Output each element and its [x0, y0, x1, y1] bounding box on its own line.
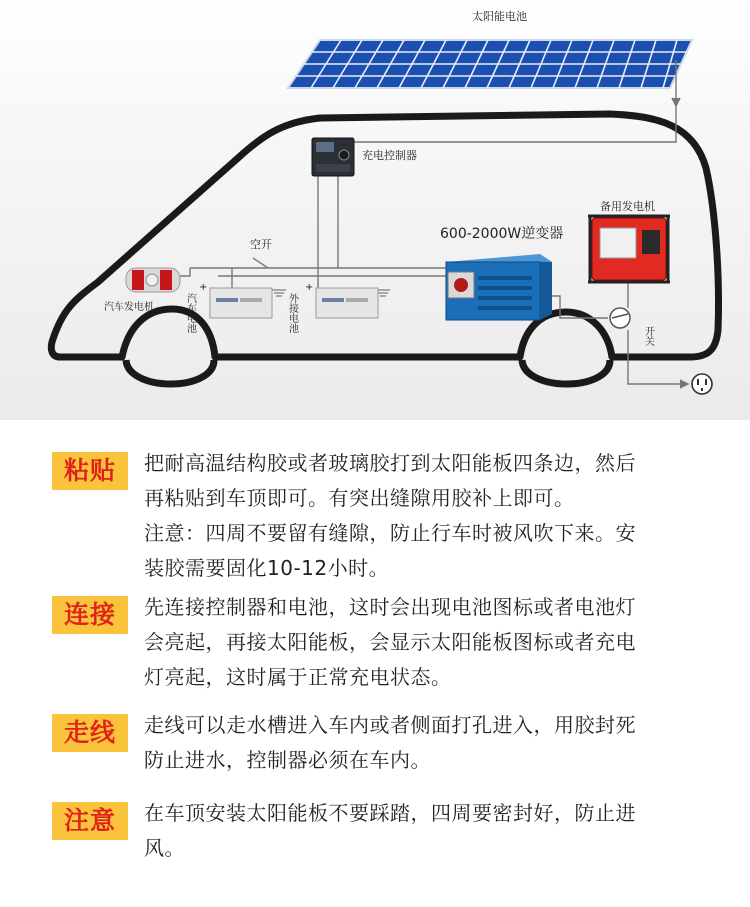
section-line: 注意：四周不要留有缝隙，防止行车时被风吹下来。安 — [144, 521, 636, 545]
car-battery — [210, 288, 272, 318]
solar-panel — [288, 40, 692, 88]
section-line: 会亮起，再接太阳能板，会显示太阳能板图标或者充电 — [144, 630, 636, 654]
inverter — [446, 254, 552, 320]
charge-controller — [312, 138, 354, 176]
section-line: 走线可以走水槽进入车内或者侧面打孔进入，用胶封死 — [144, 713, 636, 737]
section-text — [144, 590, 714, 695]
car-battery-plus: + — [199, 282, 208, 293]
section-paste — [52, 446, 712, 580]
solar-van-wiring-diagram — [0, 0, 750, 420]
section-line: 在车顶安装太阳能板不要踩踏，四周要密封好，防止进 — [144, 801, 636, 825]
section-line: 灯亮起，这时属于正常充电状态。 — [144, 665, 452, 689]
section-caution — [52, 796, 712, 866]
solar-panel-label: 太阳能电池 — [472, 10, 527, 23]
section-line: 防止进水，控制器必须在车内。 — [144, 748, 431, 772]
section-line: 把耐高温结构胶或者玻璃胶打到太阳能板四条边，然后 — [144, 451, 636, 475]
charge-controller-label: 充电控制器 — [362, 149, 417, 162]
breaker-label: 空开 — [250, 238, 272, 251]
section-badge: 粘贴 — [52, 452, 128, 490]
section-badge: 走线 — [52, 714, 128, 752]
section-line: 装胶需要固化10-12小时。 — [144, 556, 390, 580]
section-line: 再粘贴到车顶即可。有突出缝隙用胶补上即可。 — [144, 486, 575, 510]
section-text — [144, 708, 714, 778]
car-generator — [126, 268, 180, 292]
external-battery-label: 外接电池 — [286, 293, 298, 333]
section-badge: 注意 — [52, 802, 128, 840]
inverter-label: 600-2000W逆变器 — [440, 226, 564, 242]
section-wiring — [52, 708, 712, 778]
outlet-icon — [692, 374, 712, 394]
section-badge: 连接 — [52, 596, 128, 634]
section-line: 风。 — [144, 836, 185, 860]
car-battery-label: 汽车电池 — [184, 293, 196, 333]
external-battery — [316, 288, 378, 318]
car-generator-label: 汽车发电机 — [104, 302, 154, 313]
transfer-switch — [610, 308, 630, 328]
backup-generator — [588, 216, 670, 282]
switch-label: 开关 — [642, 326, 654, 346]
backup-generator-label: 备用发电机 — [600, 200, 655, 213]
section-connect — [52, 590, 712, 690]
section-text — [144, 796, 714, 866]
section-line: 先连接控制器和电池，这时会出现电池图标或者电池灯 — [144, 595, 636, 619]
external-battery-plus: + — [305, 282, 314, 293]
section-text — [144, 446, 714, 586]
